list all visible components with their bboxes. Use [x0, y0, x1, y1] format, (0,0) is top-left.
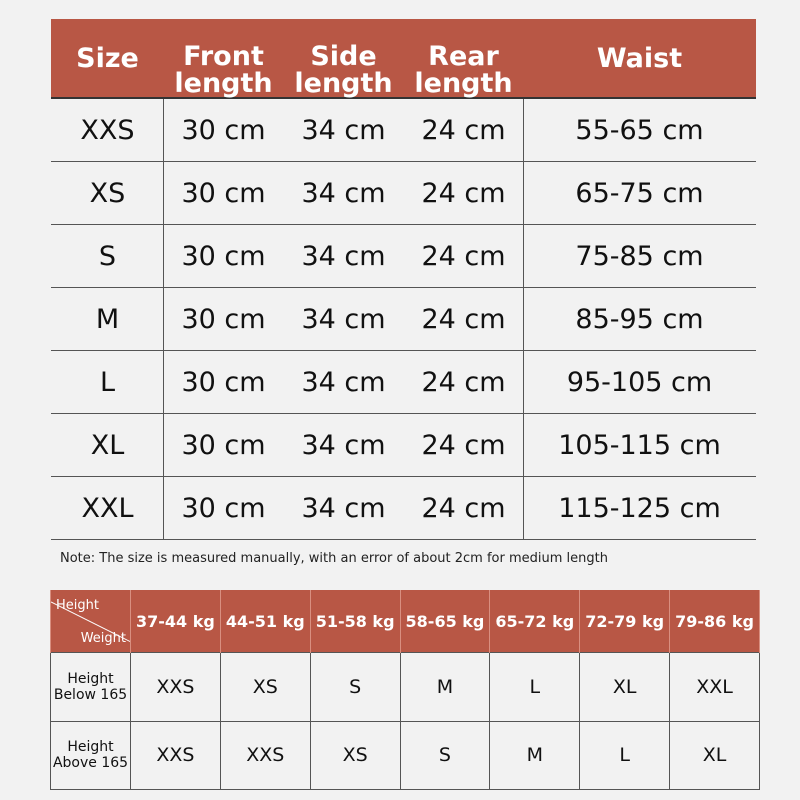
header-size: Size: [52, 19, 164, 98]
header-front-length: Front length: [164, 19, 284, 98]
size-row-s: [52, 225, 756, 288]
waist-cell: 115-125 cm: [524, 477, 756, 540]
waist-cell: 55-65 cm: [524, 98, 756, 162]
waist-cell: 85-95 cm: [524, 288, 756, 351]
rear-length-cell: 24 cm: [404, 225, 524, 288]
rear-length-cell: 24 cm: [404, 288, 524, 351]
side-length-cell: 34 cm: [284, 98, 404, 162]
recommended-size-cell: M: [490, 721, 580, 790]
waist-cell: 95-105 cm: [524, 351, 756, 414]
size-row-m: [52, 288, 756, 351]
weight-header-cell: 58-65 kg: [400, 590, 490, 653]
size-cell: L: [52, 351, 164, 414]
recommended-size-cell: L: [490, 653, 580, 722]
weight-header-cell: 51-58 kg: [310, 590, 400, 653]
rear-length-cell: 24 cm: [404, 162, 524, 225]
front-length-cell: 30 cm: [164, 477, 284, 540]
header-side-length: Side length: [284, 19, 404, 98]
size-cell: S: [52, 225, 164, 288]
measurement-note: Note: The size is measured manually, with an error of about 2cm for medium length: [60, 551, 608, 566]
front-length-cell: 30 cm: [164, 288, 284, 351]
front-length-cell: 30 cm: [164, 351, 284, 414]
height-above-165-row: [51, 721, 760, 790]
weight-header-cell: 37-44 kg: [131, 590, 221, 653]
front-length-cell: 30 cm: [164, 414, 284, 477]
weight-header-cell: 44-51 kg: [220, 590, 310, 653]
size-cell: XS: [52, 162, 164, 225]
size-row-xl: [52, 414, 756, 477]
header-waist: Waist: [524, 19, 756, 98]
recommended-size-cell: XXS: [131, 721, 221, 790]
waist-cell: 65-75 cm: [524, 162, 756, 225]
rear-length-cell: 24 cm: [404, 351, 524, 414]
recommended-size-cell: XS: [220, 653, 310, 722]
size-row-xxs: [52, 98, 756, 162]
rear-length-cell: 24 cm: [404, 414, 524, 477]
size-row-xs: [52, 162, 756, 225]
weight-header-cell: 72-79 kg: [580, 590, 670, 653]
weight-header-cell: 65-72 kg: [490, 590, 580, 653]
side-length-cell: 34 cm: [284, 225, 404, 288]
recommended-size-cell: XXS: [131, 653, 221, 722]
corner-height-label: Height: [56, 598, 99, 613]
recommended-size-cell: M: [400, 653, 490, 722]
size-cell: M: [52, 288, 164, 351]
waist-cell: 75-85 cm: [524, 225, 756, 288]
height-below-165-row: [51, 653, 760, 722]
size-row-xxl: [52, 477, 756, 540]
front-length-cell: 30 cm: [164, 162, 284, 225]
size-cell: XXS: [52, 98, 164, 162]
recommended-size-cell: S: [400, 721, 490, 790]
row-label-above-165: Height Above 165: [51, 721, 131, 790]
corner-weight-label: Weight: [80, 631, 126, 646]
recommended-size-cell: XS: [310, 721, 400, 790]
front-length-cell: 30 cm: [164, 225, 284, 288]
recommended-size-cell: XL: [580, 653, 670, 722]
weight-header-row: [51, 590, 760, 653]
recommended-size-cell: S: [310, 653, 400, 722]
row-label-below-165: Height Below 165: [51, 653, 131, 722]
rear-length-cell: 24 cm: [404, 477, 524, 540]
rear-length-cell: 24 cm: [404, 98, 524, 162]
side-length-cell: 34 cm: [284, 477, 404, 540]
side-length-cell: 34 cm: [284, 351, 404, 414]
size-chart-table: [51, 19, 756, 540]
recommended-size-cell: XL: [670, 721, 760, 790]
side-length-cell: 34 cm: [284, 414, 404, 477]
weight-header-cell: 79-86 kg: [670, 590, 760, 653]
side-length-cell: 34 cm: [284, 162, 404, 225]
size-cell: XXL: [52, 477, 164, 540]
header-rear-length: Rear length: [404, 19, 524, 98]
size-chart-header-row: [52, 19, 756, 98]
recommended-size-cell: XXS: [220, 721, 310, 790]
size-cell: XL: [52, 414, 164, 477]
weight-height-table: [50, 590, 760, 790]
side-length-cell: 34 cm: [284, 288, 404, 351]
recommended-size-cell: XXL: [670, 653, 760, 722]
size-row-l: [52, 351, 756, 414]
front-length-cell: 30 cm: [164, 98, 284, 162]
waist-cell: 105-115 cm: [524, 414, 756, 477]
height-weight-corner-cell: [51, 590, 131, 653]
recommended-size-cell: L: [580, 721, 670, 790]
